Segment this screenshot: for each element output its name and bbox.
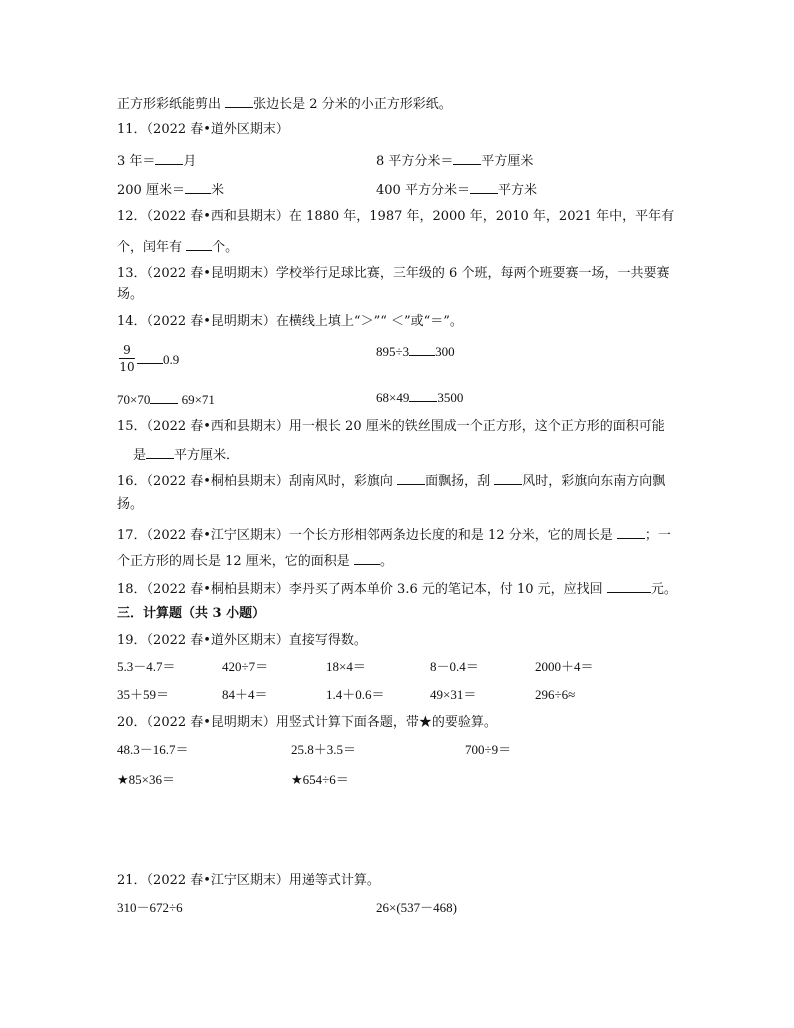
answer-blank[interactable]	[185, 179, 211, 194]
question-13-line1: 13．（2022 春•昆明期末）学校举行足球比赛，三年级的 6 个班，每两个班要赛一场，一共要赛	[117, 266, 670, 281]
fraction-nine-tenths: $\frac{9}{10}$	[119, 343, 135, 374]
section-3-heading: 三．计算题（共 3 小题）	[117, 606, 266, 621]
question-12-line1: 12．（2022 春•西和县期末）在 1880 年，1987 年，2000 年，2010 年，2021 年中，平年有	[117, 209, 675, 224]
q19-r1-c4: 8－0.4＝	[430, 659, 479, 674]
answer-blank[interactable]	[409, 387, 437, 402]
question-19-title: 19．（2022 春•道外区期末）直接写得数。	[117, 633, 367, 648]
q20-r1-c1: 48.3－16.7＝	[117, 742, 189, 757]
q19-r2-c5: 296÷6≈	[535, 687, 576, 702]
question-16-line2: 扬。	[117, 497, 144, 512]
q14-item-d: 68×49 3500	[376, 387, 463, 407]
q19-r1-c2: 420÷7＝	[222, 659, 269, 674]
q19-r1-c1: 5.3－4.7＝	[117, 659, 176, 674]
answer-blank[interactable]	[397, 470, 425, 485]
q20-r2-c1: ★85×36＝	[117, 772, 175, 787]
q20-r1-c3: 700÷9＝	[465, 742, 512, 757]
q11-item-d: 400 平方分米＝ 平方米	[376, 179, 537, 200]
q19-r1-c3: 18×4＝	[326, 659, 366, 674]
q14-item-b: 895÷3 300	[376, 341, 455, 361]
answer-blank[interactable]	[186, 236, 212, 251]
q19-r2-c1: 35＋59＝	[117, 687, 170, 702]
q11-item-b: 8 平方分米＝ 平方厘米	[376, 150, 533, 171]
question-17-line2: 个正方形的周长是 12 厘米，它的面积是 。	[117, 550, 393, 571]
answer-blank[interactable]	[409, 341, 435, 356]
question-13-line2: 场。	[117, 287, 144, 302]
q19-r2-c2: 84＋4＝	[222, 687, 268, 702]
answer-blank[interactable]	[150, 389, 178, 404]
question-14-title: 14．（2022 春•昆明期末）在横线上填上“＞”“ ＜”或“＝”。	[117, 314, 463, 329]
q11-item-c: 200 厘米＝ 米	[117, 179, 224, 200]
question-16-line1: 16．（2022 春•桐柏县期末）刮南风时，彩旗向 面飘扬，刮 风时，彩旗向东南方向飘	[117, 470, 665, 491]
question-15-line2: 是 平方厘米．	[133, 444, 239, 465]
question-11-title: 11．（2022 春•道外区期末）	[117, 122, 289, 137]
answer-blank[interactable]	[617, 524, 645, 539]
answer-blank[interactable]	[607, 578, 651, 593]
q19-r2-c3: 1.4＋0.6＝	[326, 687, 385, 702]
question-20-title: 20．（2022 春•昆明期末）用竖式计算下面各题，带★的要验算。	[117, 715, 497, 730]
question-21-title: 21．（2022 春•江宁区期末）用递等式计算。	[117, 873, 380, 888]
question-17-line1: 17．（2022 春•江宁区期末）一个长方形相邻两条边长度的和是 12 分米，它的周长是 ；一	[117, 524, 671, 545]
answer-blank[interactable]	[453, 150, 481, 165]
answer-blank[interactable]	[137, 349, 163, 364]
question-18: 18．（2022 春•桐柏县期末）李丹买了两本单价 3.6 元的笔记本，付 10 元，应找回 元。	[117, 578, 677, 599]
q20-r2-c2: ★654÷6＝	[291, 772, 349, 787]
q19-r1-c5: 2000＋4＝	[535, 659, 594, 674]
q14-item-a: 0.9	[137, 349, 179, 369]
question-12-line2: 个，闰年有 个。	[117, 236, 238, 257]
question-15-line1: 15．（2022 春•西和县期末）用一根长 20 厘米的铁丝围成一个正方形，这个正方形的面积可能	[117, 419, 665, 434]
answer-blank[interactable]	[225, 93, 253, 108]
q21-expr-2: 26×(537－468)	[376, 900, 457, 915]
answer-blank[interactable]	[470, 179, 498, 194]
answer-blank[interactable]	[146, 444, 174, 459]
q11-item-a: 3 年＝ 月	[117, 150, 196, 171]
q21-expr-1: 310－672÷6	[117, 900, 183, 915]
carryover-line: 正方形彩纸能剪出 张边长是 2 分米的小正方形彩纸。	[117, 93, 452, 114]
answer-blank[interactable]	[354, 550, 380, 565]
q14-item-c: 70×70 69×71	[117, 389, 215, 409]
q19-r2-c4: 49×31＝	[430, 687, 477, 702]
answer-blank[interactable]	[155, 150, 183, 165]
answer-blank[interactable]	[494, 470, 522, 485]
q20-r1-c2: 25.8＋3.5＝	[291, 742, 357, 757]
